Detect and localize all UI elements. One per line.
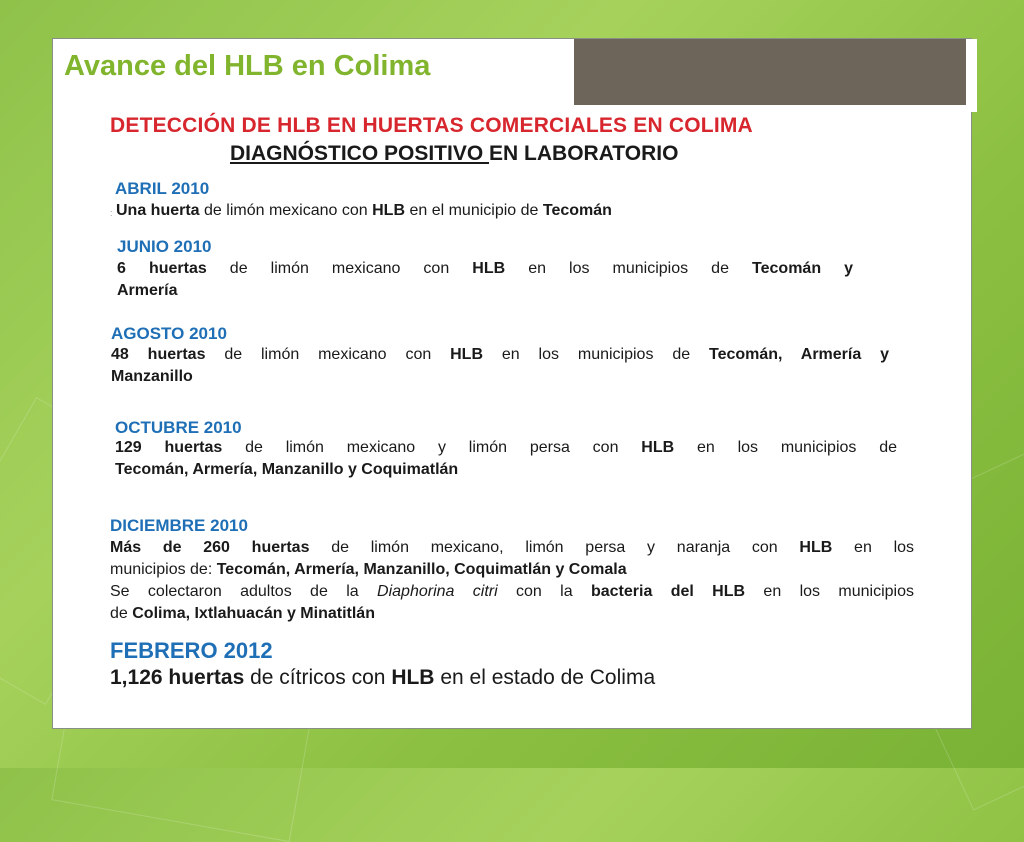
document-heading: DETECCIÓN DE HLB EN HUERTAS COMERCIALES EN COLIMA (110, 114, 753, 137)
text-bold: HLB (799, 539, 833, 556)
entry-text-continued: Armería (117, 282, 178, 299)
entry-month: OCTUBRE 2010 (115, 418, 242, 437)
text-regular: en los municipios (745, 583, 914, 600)
entry-text (111, 346, 889, 364)
text-bold: Una huerta (116, 202, 200, 219)
text-regular: de limón mexicano con (199, 202, 373, 219)
entry-text (110, 539, 914, 557)
subheading-rest: EN LABORATORIO (489, 142, 679, 165)
entry-month: AGOSTO 2010 (111, 324, 227, 343)
text-bold: Tecomán y (752, 260, 854, 277)
text-bold: Colima, Ixtlahuacán y Minatitlán (132, 605, 375, 622)
text-regular: de cítricos con (244, 666, 392, 689)
text-bold: Más de 260 huertas (110, 539, 310, 556)
text-bold: Tecomán, Armería y (709, 346, 890, 363)
text-bold: HLB (472, 260, 506, 277)
entry-month: DICIEMBRE 2010 (110, 516, 248, 535)
text-regular: en los municipios de (674, 439, 898, 456)
entry-text (110, 666, 655, 690)
text-regular: de (110, 605, 133, 622)
text-regular: de limón mexicano, limón persa y naranja con (309, 539, 800, 556)
text-bold: HLB (391, 666, 435, 689)
text-regular: de limón mexicano con (205, 346, 451, 363)
text-regular: Se colectaron adultos de la (110, 583, 378, 600)
stray-mark: : (110, 208, 113, 218)
text-bold: HLB (450, 346, 484, 363)
entry-text-continued: Manzanillo (111, 368, 193, 385)
text-regular: en el estado de Colima (434, 666, 656, 689)
text-regular: de limón mexicano y limón persa con (222, 439, 642, 456)
entry-text-continued (110, 561, 627, 579)
text-bold: 1,126 huertas (110, 666, 245, 689)
text-regular: en los (832, 539, 915, 556)
text-regular: en los municipios de (505, 260, 753, 277)
text-regular: en los municipios de (483, 346, 709, 363)
text-regular: en el municipio de (405, 202, 543, 219)
entry-month: JUNIO 2010 (117, 237, 212, 256)
entry-text (116, 202, 612, 220)
entry-text-continued (110, 583, 914, 601)
entry-text-continued (110, 605, 375, 623)
text-bold: 48 huertas (111, 346, 206, 363)
entry-text (117, 260, 853, 278)
entry-text-continued: Tecomán, Armería, Manzanillo y Coquimatlán (115, 461, 459, 478)
entry-month: FEBRERO 2012 (110, 638, 273, 663)
text-bold: HLB (372, 202, 405, 219)
text-bold: Tecomán, Armería, Manzanillo, Coquimatlán y Comala (216, 561, 627, 578)
text-bold: 129 huertas (115, 439, 223, 456)
text-regular: con la (497, 583, 591, 600)
subheading-underlined: DIAGNÓSTICO POSITIVO (230, 142, 490, 165)
text-bold: bacteria del HLB (590, 583, 746, 600)
entry-month: ABRIL 2010 (115, 179, 210, 198)
text-regular: municipios de: (110, 561, 217, 578)
slide-title: Avance del HLB en Colima (64, 50, 431, 82)
text-bold: 6 huertas (117, 260, 207, 277)
text-bold: HLB (641, 439, 675, 456)
text-italic: Diaphorina citri (377, 583, 498, 600)
document-subheading (230, 142, 678, 166)
text-bold: Tecomán (542, 202, 612, 219)
text-regular: de limón mexicano con (206, 260, 473, 277)
entry-text (115, 439, 897, 457)
